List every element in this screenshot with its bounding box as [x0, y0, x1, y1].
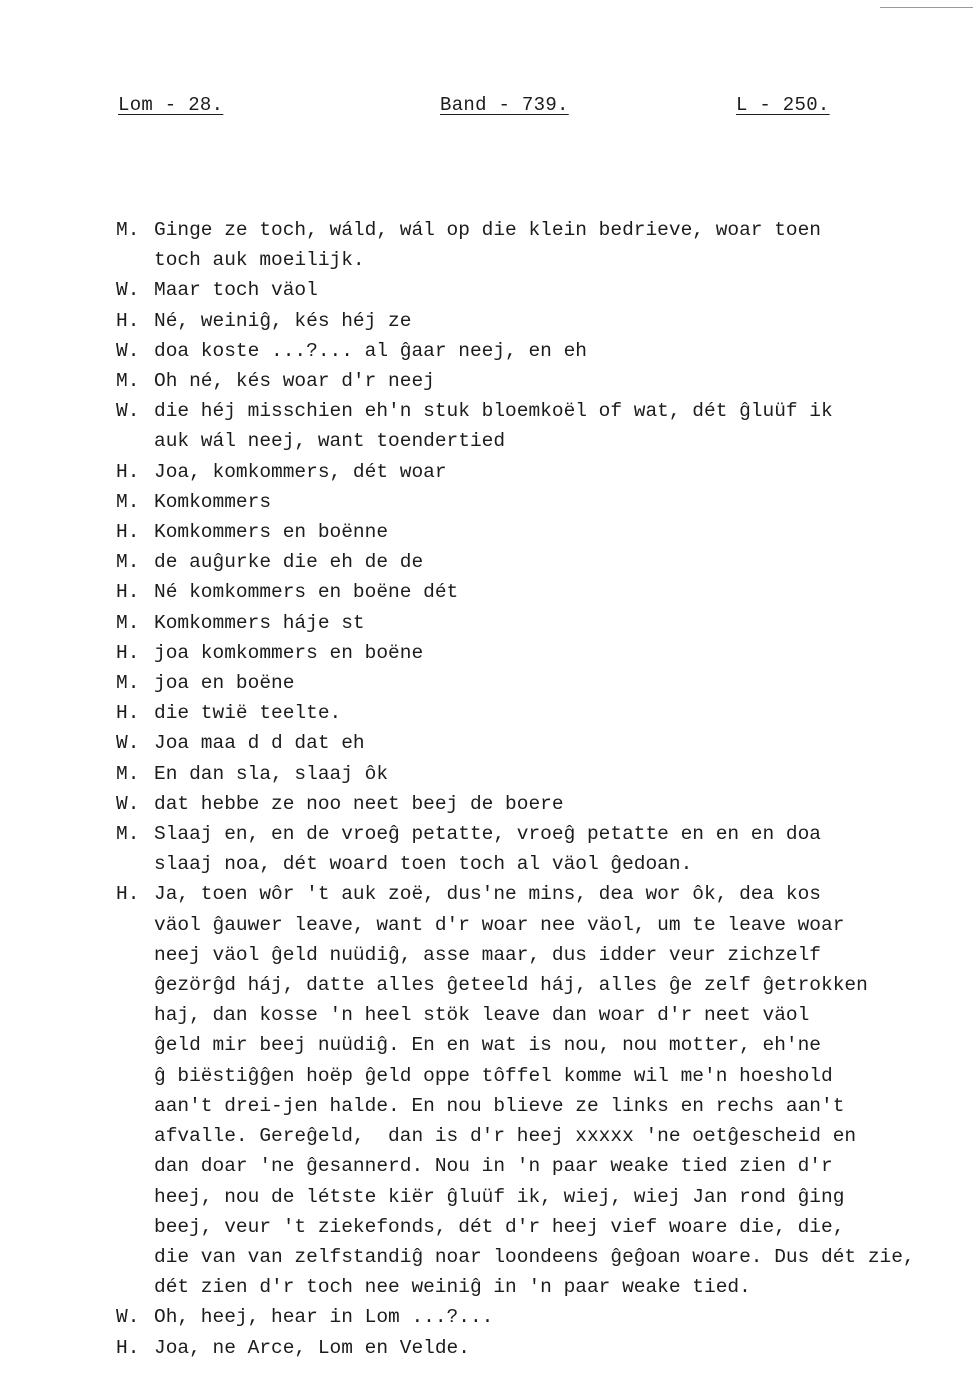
- utterance: [154, 396, 966, 456]
- speaker-label: M.: [116, 551, 140, 574]
- speaker-label: M.: [116, 219, 140, 241]
- transcript-entry: [116, 577, 966, 607]
- utterance-line: neej väol ĝeld nuüdiĝ, asse maar, dus idder veur zichzelf: [154, 943, 822, 966]
- utterance-line: aan't drei-jen halde. En nou blieve ze links en rechs aan't: [154, 1094, 845, 1117]
- utterance-line: die héj misschien eh'n stuk bloemkoël of wat, dét ĝluüf ik: [154, 400, 833, 423]
- utterance-line: Oh, heej, hear in Lom ...?...: [154, 1306, 494, 1329]
- utterance: [154, 487, 966, 517]
- utterance-line: Maar toch väol: [154, 279, 318, 302]
- utterance: [154, 759, 966, 789]
- utterance-line: haj, dan kosse 'n heel stök leave dan woar d'r neet väol: [154, 1004, 810, 1027]
- transcript-entry: [116, 215, 966, 275]
- speaker-label: W.: [116, 732, 140, 755]
- speaker-label: W.: [116, 279, 140, 302]
- header-page-number: L - 250.: [736, 94, 830, 116]
- utterance: [154, 608, 966, 638]
- utterance-line: Ja, toen wôr 't auk zoë, dus'ne mins, dea wor ôk, dea kos: [154, 883, 822, 906]
- utterance: [154, 306, 966, 336]
- utterance-line: Joa, ne Arce, Lom en Velde.: [154, 1336, 470, 1359]
- utterance: [154, 215, 966, 275]
- utterance: [154, 728, 966, 758]
- transcript-entry: [116, 457, 966, 487]
- utterance: [154, 275, 966, 305]
- utterance-line: Komkommers en boënne: [154, 521, 389, 544]
- utterance: [154, 698, 966, 728]
- utterance: [154, 668, 966, 698]
- utterance: [154, 1302, 966, 1332]
- speaker-label: M.: [116, 762, 140, 785]
- utterance-line: Né komkommers en boëne dét: [154, 581, 459, 604]
- utterance-line: toch auk moeilijk.: [154, 249, 365, 272]
- speaker-label: H.: [116, 581, 140, 604]
- transcript-entry: [116, 547, 966, 577]
- utterance-line: beej, veur 't ziekefonds, dét d'r heej vief woare die, die,: [154, 1215, 845, 1238]
- utterance-line: slaaj noa, dét woard toen toch al väol ĝedoan.: [154, 853, 693, 876]
- transcript-entry: [116, 728, 966, 758]
- transcript-entry: [116, 789, 966, 819]
- utterance: [154, 336, 966, 366]
- transcript-entry: [116, 366, 966, 396]
- utterance-line: Joa, komkommers, dét woar: [154, 460, 447, 483]
- utterance: [154, 577, 966, 607]
- transcript-entry: [116, 638, 966, 668]
- speaker-label: H.: [116, 702, 140, 725]
- transcript-entry: [116, 1302, 966, 1332]
- utterance-line: afvalle. Gereĝeld, dan is d'r heej xxxxx 'ne oetĝescheid en: [154, 1125, 857, 1148]
- speaker-label: M.: [116, 490, 140, 513]
- header-band: Band - 739.: [440, 94, 569, 116]
- transcript-entry: [116, 336, 966, 366]
- utterance: [154, 547, 966, 577]
- utterance-line: Slaaj en, en de vroeĝ petatte, vroeĝ petatte en en en doa: [154, 823, 822, 846]
- utterance-line: joa komkommers en boëne: [154, 641, 424, 664]
- top-edge-rule: [880, 7, 973, 8]
- utterance-line: ĝezörĝd háj, datte alles ĝeteeld háj, alles ĝe zelf ĝetrokken: [154, 974, 868, 997]
- utterance-line: Komkommers: [154, 490, 272, 513]
- speaker-label: M.: [116, 672, 140, 695]
- speaker-label: W.: [116, 792, 140, 815]
- utterance-line: joa en boëne: [154, 672, 295, 695]
- speaker-label: W.: [116, 339, 140, 362]
- utterance: [154, 366, 966, 396]
- transcript-entry: [116, 306, 966, 336]
- utterance-line: de auĝurke die eh de de: [154, 551, 424, 574]
- utterance-line: dan doar 'ne ĝesannerd. Nou in 'n paar weake tied zien d'r: [154, 1155, 833, 1178]
- utterance-line: dét zien d'r toch nee weiniĝ in 'n paar weake tied.: [154, 1276, 751, 1299]
- utterance: [154, 638, 966, 668]
- utterance: [154, 819, 966, 879]
- transcript-entry: [116, 396, 966, 456]
- speaker-label: M.: [116, 611, 140, 634]
- utterance-line: doa koste ...?... al ĝaar neej, en eh: [154, 339, 587, 362]
- speaker-label: W.: [116, 400, 140, 423]
- utterance-line: heej, nou de létste kiër ĝluüf ik, wiej, wiej Jan rond ĝing: [154, 1185, 845, 1208]
- transcript-entry: [116, 759, 966, 789]
- transcript-entry: [116, 487, 966, 517]
- utterance-line: die twië teelte.: [154, 702, 342, 725]
- speaker-label: H.: [116, 309, 140, 332]
- transcript-entry: [116, 1333, 966, 1363]
- utterance-line: ĝ biëstiĝĝen hoëp ĝeld oppe tôffel komme wil me'n hoeshold: [154, 1064, 833, 1087]
- speaker-label: M.: [116, 370, 140, 393]
- transcript-entry: [116, 608, 966, 638]
- utterance-line: En dan sla, slaaj ôk: [154, 762, 389, 785]
- utterance-line: auk wál neej, want toendertied: [154, 430, 506, 453]
- speaker-label: H.: [116, 521, 140, 544]
- utterance-line: ĝeld mir beej nuüdiĝ. En en wat is nou, nou motter, eh'ne: [154, 1034, 822, 1057]
- utterance-line: Oh né, kés woar d'r neej: [154, 370, 435, 393]
- speaker-label: W.: [116, 1306, 140, 1329]
- speaker-label: H.: [116, 460, 140, 483]
- transcript-entry: [116, 668, 966, 698]
- utterance-line: Ginge ze toch, wáld, wál op die klein bedrieve, woar toen: [154, 219, 822, 241]
- header-volume: Lom - 28.: [118, 94, 224, 116]
- utterance: [154, 457, 966, 487]
- utterance: [154, 1333, 966, 1363]
- transcript-entry: [116, 517, 966, 547]
- speaker-label: M.: [116, 823, 140, 846]
- transcript-entry: [116, 819, 966, 879]
- transcript-body: [116, 215, 966, 1363]
- utterance-line: Joa maa d d dat eh: [154, 732, 365, 755]
- utterance-line: Né, weiniĝ, kés héj ze: [154, 309, 412, 332]
- utterance: [154, 879, 966, 1302]
- transcript-entry: [116, 275, 966, 305]
- speaker-label: H.: [116, 883, 140, 906]
- utterance-line: Komkommers háje st: [154, 611, 365, 634]
- utterance-line: dat hebbe ze noo neet beej de boere: [154, 792, 564, 815]
- utterance-line: väol ĝauwer leave, want d'r woar nee väol, um te leave woar: [154, 913, 845, 936]
- transcript-entry: [116, 698, 966, 728]
- utterance-line: die van van zelfstandiĝ noar loondeens ĝeĝoan woare. Dus dét zie,: [154, 1245, 915, 1268]
- transcript-entry: [116, 879, 966, 1302]
- speaker-label: H.: [116, 1336, 140, 1359]
- utterance: [154, 789, 966, 819]
- utterance: [154, 517, 966, 547]
- speaker-label: H.: [116, 641, 140, 664]
